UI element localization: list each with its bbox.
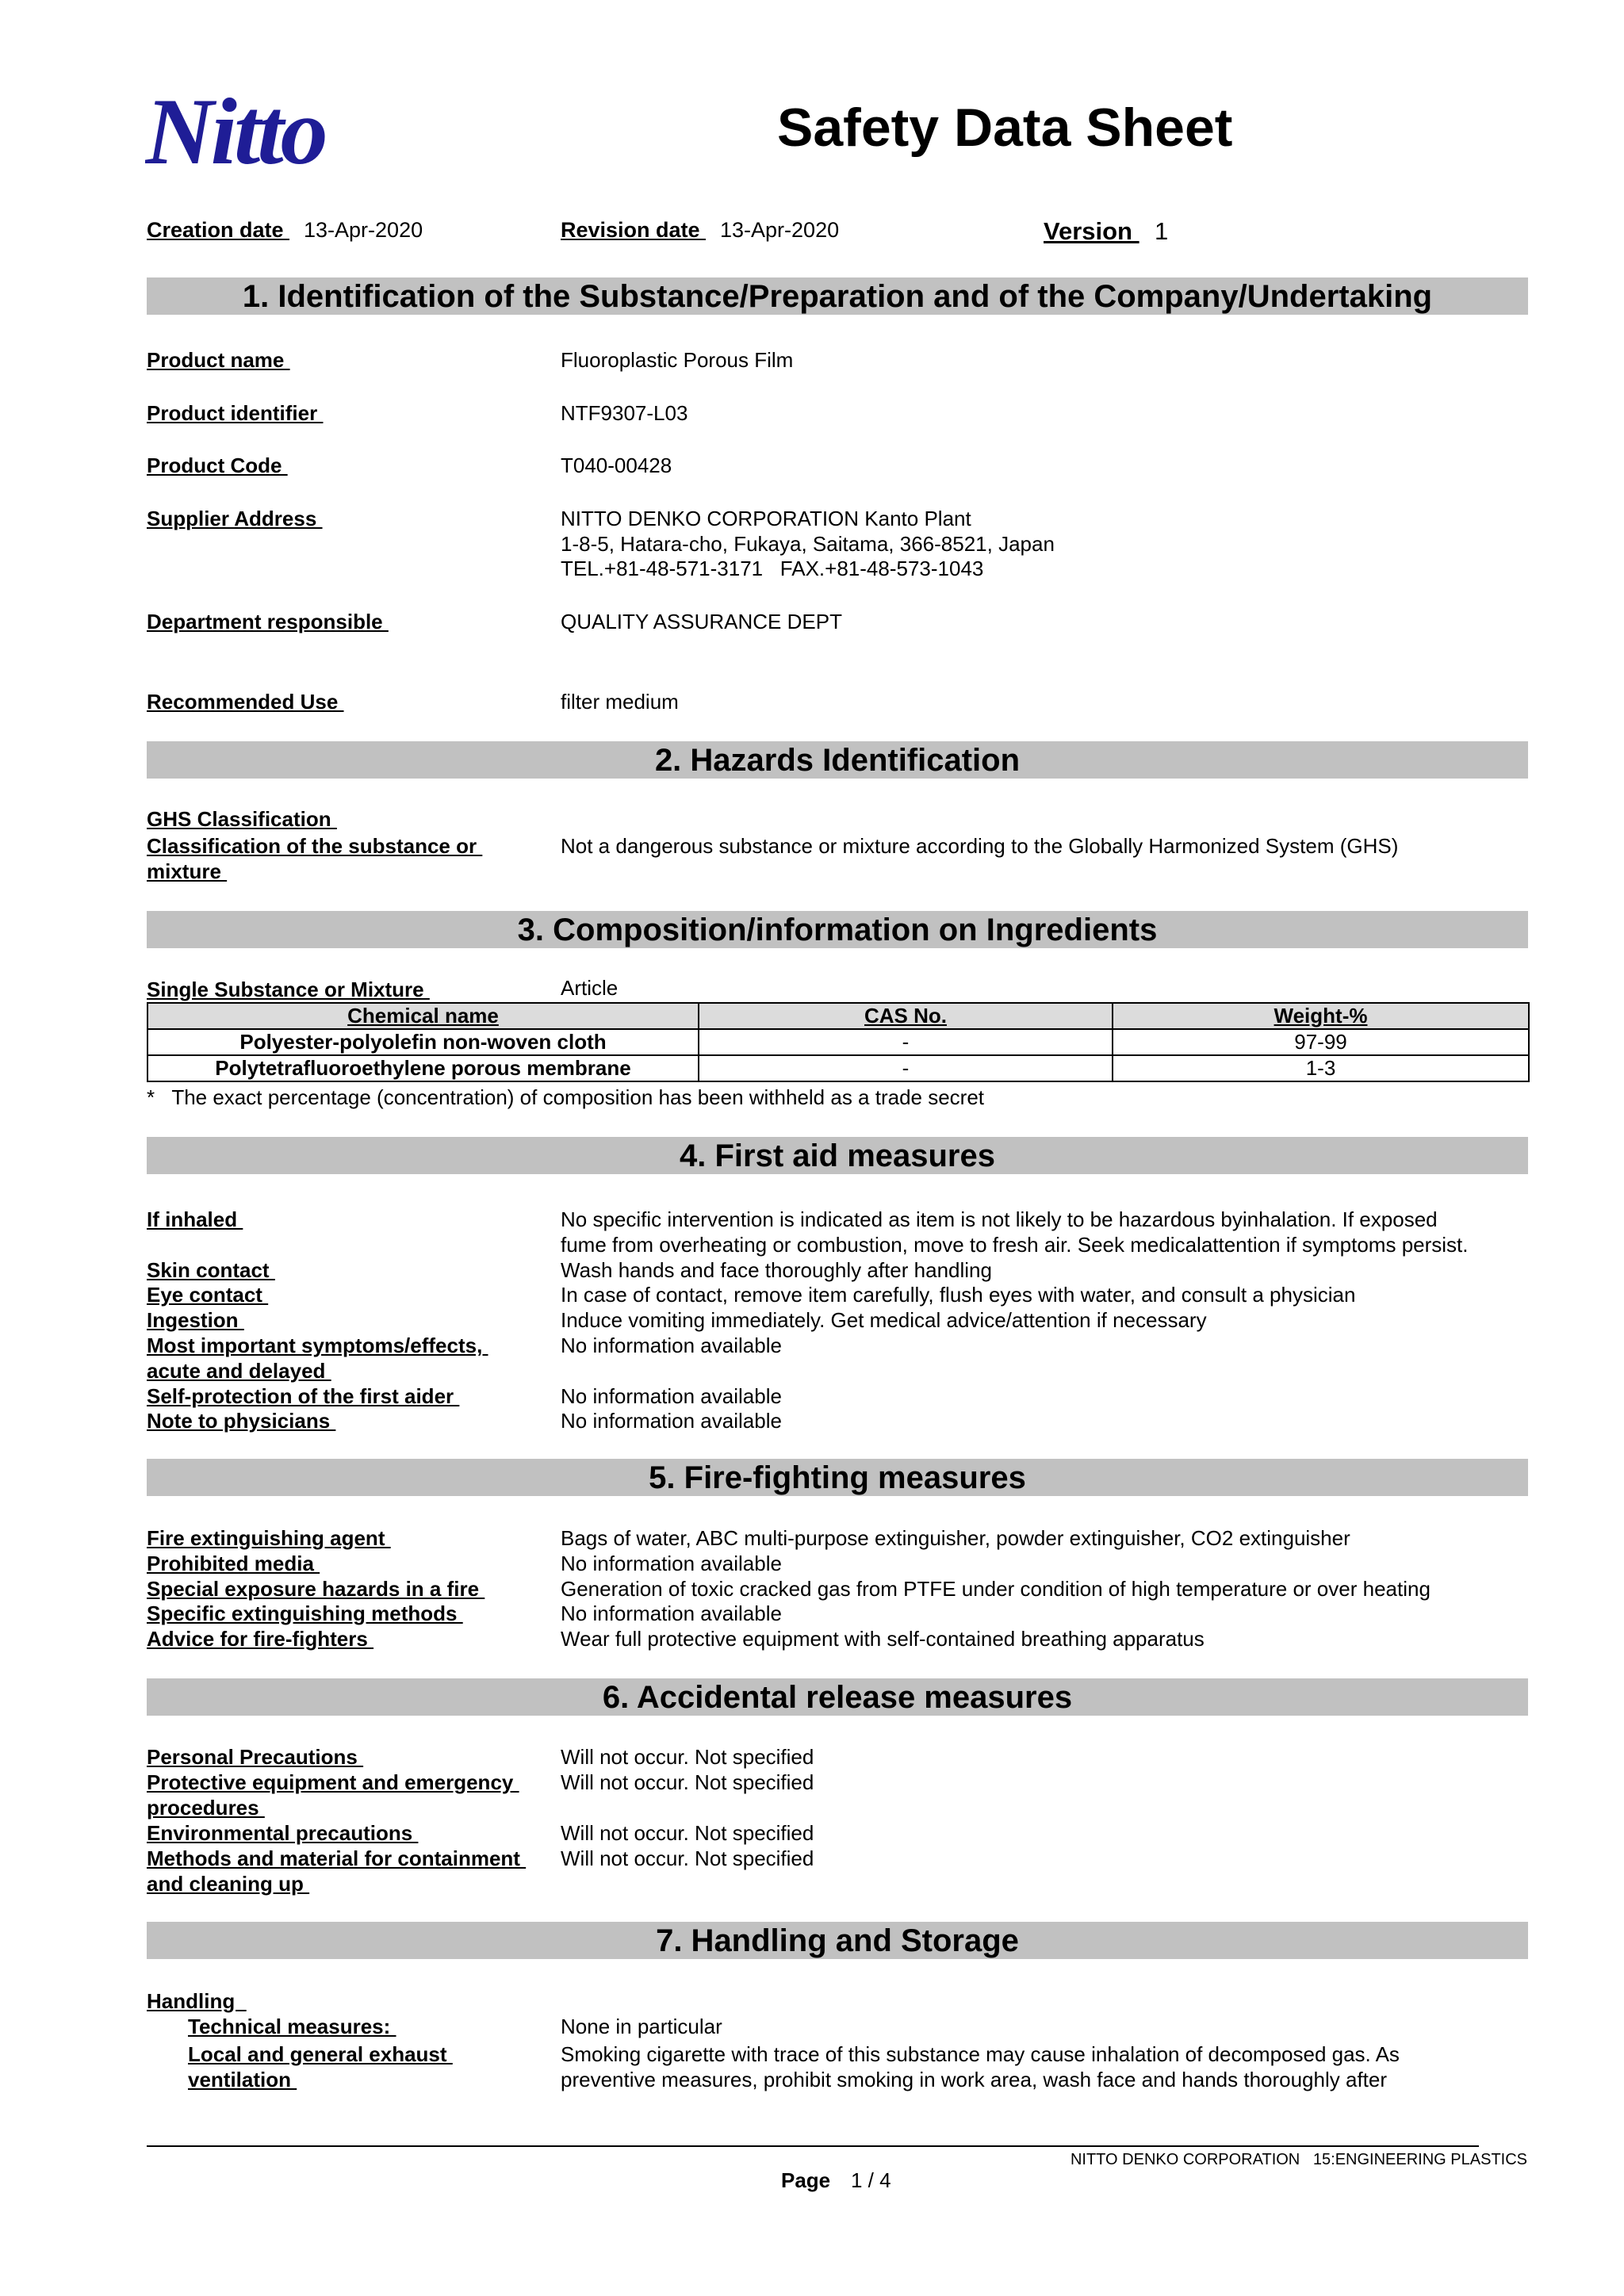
note-to-physicians-label: Note to physicians (147, 1409, 336, 1433)
footer-divider (147, 2145, 1479, 2147)
page-label: Page (781, 2168, 831, 2192)
chemical-name-cell: Polyester-polyolefin non-woven cloth (147, 1029, 699, 1055)
section-5-heading: 5. Fire-fighting measures (147, 1459, 1528, 1496)
recommended-use-value: filter medium (561, 690, 679, 714)
exhaust-ventilation-line-2: preventive measures, prohibit smoking in work area, wash face and hands thoroughly after (561, 2068, 1388, 2091)
section-1-heading: 1. Identification of the Substance/Preparation and of the Company/Undertaking (147, 277, 1528, 315)
weight-percent-header: Weight-% (1113, 1003, 1529, 1029)
fire-fighter-advice-value: Wear full protective equipment with self-contained breathing apparatus (561, 1627, 1205, 1651)
section-7-heading: 7. Handling and Storage (147, 1922, 1528, 1959)
classification-value: Not a dangerous substance or mixture according to the Globally Harmonized System (GHS) (561, 834, 1399, 858)
cas-no-cell: - (699, 1055, 1113, 1081)
fire-fighter-advice-label: Advice for fire-fighters (147, 1627, 374, 1651)
product-identifier-value: NTF9307-L03 (561, 401, 688, 425)
symptoms-label-line-2: acute and delayed (147, 1359, 331, 1383)
ingestion-label: Ingestion (147, 1308, 244, 1332)
containment-label-line-2: and cleaning up (147, 1872, 310, 1896)
ghs-classification-label: GHS Classification (147, 807, 337, 831)
protective-equipment-label-line-1: Protective equipment and emergency (147, 1770, 519, 1794)
environmental-precautions-value: Will not occur. Not specified (561, 1821, 814, 1845)
exhaust-ventilation-label-line-1: Local and general exhaust (188, 2042, 453, 2066)
classification-label-line-2: mixture (147, 859, 228, 883)
protective-equipment-label-line-2: procedures (147, 1796, 265, 1820)
special-hazards-label: Special exposure hazards in a fire (147, 1577, 485, 1601)
cas-no-header: CAS No. (699, 1003, 1113, 1029)
revision-date-label: Revision date (561, 218, 707, 242)
cas-no-cell: - (699, 1029, 1113, 1055)
extinguishing-agent-value: Bags of water, ABC multi-purpose extinguisher, powder extinguisher, CO2 extinguisher (561, 1526, 1350, 1550)
eye-contact-label: Eye contact (147, 1283, 269, 1307)
department-value: QUALITY ASSURANCE DEPT (561, 610, 842, 633)
department-label: Department responsible (147, 610, 389, 633)
product-code-value: T040-00428 (561, 453, 672, 477)
technical-measures-value: None in particular (561, 2015, 722, 2038)
logo-text: Nitto (145, 86, 325, 181)
section-6-heading: 6. Accidental release measures (147, 1678, 1528, 1716)
self-protection-value: No information available (561, 1384, 782, 1408)
supplier-address-line-3: TEL.+81-48-571-3171 FAX.+81-48-573-1043 (561, 557, 984, 580)
creation-date-label: Creation date (147, 218, 290, 242)
single-substance-label: Single Substance or Mixture (147, 978, 430, 1001)
containment-value: Will not occur. Not specified (561, 1846, 814, 1870)
if-inhaled-label: If inhaled (147, 1207, 243, 1231)
product-code-label: Product Code (147, 453, 288, 477)
if-inhaled-line-1: No specific intervention is indicated as item is not likely to be hazardous byinhalation. If exposed (561, 1207, 1438, 1231)
nitto-logo (145, 86, 486, 181)
section-4-heading: 4. First aid measures (147, 1137, 1528, 1174)
prohibited-media-value: No information available (561, 1552, 782, 1575)
extinguishing-methods-label: Specific extinguishing methods (147, 1601, 463, 1625)
classification-label-line-1: Classification of the substance or (147, 834, 483, 858)
symptoms-label-line-1: Most important symptoms/effects, (147, 1334, 488, 1357)
special-hazards-value: Generation of toxic cracked gas from PTFE under condition of high temperature or over heating (561, 1577, 1431, 1601)
product-identifier-label: Product identifier (147, 401, 324, 425)
table-row (147, 1029, 1529, 1055)
supplier-address-label: Supplier Address (147, 507, 323, 530)
exhaust-ventilation-line-1: Smoking cigarette with trace of this substance may cause inhalation of decomposed gas. As (561, 2042, 1400, 2066)
environmental-precautions-label: Environmental precautions (147, 1821, 419, 1845)
supplier-address-line-2: 1-8-5, Hatara-cho, Fukaya, Saitama, 366-8521, Japan (561, 532, 1055, 556)
prohibited-media-label: Prohibited media (147, 1552, 320, 1575)
creation-date-value: 13-Apr-2020 (304, 218, 423, 242)
table-row (147, 1055, 1529, 1081)
revision-date-value: 13-Apr-2020 (720, 218, 840, 242)
symptoms-value: No information available (561, 1334, 782, 1357)
single-substance-value: Article (561, 976, 619, 1000)
weight-percent-cell: 97-99 (1113, 1029, 1529, 1055)
self-protection-label: Self-protection of the first aider (147, 1384, 460, 1408)
handling-label: Handling (147, 1989, 247, 2013)
product-name-label: Product name (147, 348, 290, 372)
containment-label-line-1: Methods and material for containment (147, 1846, 527, 1870)
table-header-row (147, 1003, 1529, 1029)
extinguishing-agent-label: Fire extinguishing agent (147, 1526, 391, 1550)
weight-percent-cell: 1-3 (1113, 1055, 1529, 1081)
note-to-physicians-value: No information available (561, 1409, 782, 1433)
skin-contact-label: Skin contact (147, 1258, 275, 1282)
personal-precautions-label: Personal Precautions (147, 1745, 364, 1769)
extinguishing-methods-value: No information available (561, 1601, 782, 1625)
personal-precautions-value: Will not occur. Not specified (561, 1745, 814, 1769)
technical-measures-label: Technical measures: (188, 2015, 396, 2038)
exhaust-ventilation-label-line-2: ventilation (188, 2068, 297, 2091)
footer-company: NITTO DENKO CORPORATION 15:ENGINEERING PLASTICS (1070, 2151, 1527, 2168)
eye-contact-value: In case of contact, remove item carefully, flush eyes with water, and consult a physician (561, 1283, 1356, 1307)
supplier-address-line-1: NITTO DENKO CORPORATION Kanto Plant (561, 507, 971, 530)
chemical-name-header: Chemical name (147, 1003, 699, 1029)
protective-equipment-value: Will not occur. Not specified (561, 1770, 814, 1794)
skin-contact-value: Wash hands and face thoroughly after handling (561, 1258, 992, 1282)
section-3-heading: 3. Composition/information on Ingredients (147, 911, 1528, 948)
composition-footnote: * The exact percentage (concentration) of composition has been withheld as a trade secret (147, 1085, 985, 1109)
section-2-heading: 2. Hazards Identification (147, 741, 1528, 779)
if-inhaled-line-2: fume from overheating or combustion, move to fresh air. Seek medicalattention if symptoms persist. (561, 1233, 1469, 1257)
ingestion-value: Induce vomiting immediately. Get medical advice/attention if necessary (561, 1308, 1207, 1332)
recommended-use-label: Recommended Use (147, 690, 344, 714)
product-name-value: Fluoroplastic Porous Film (561, 348, 794, 372)
composition-table (147, 1002, 1530, 1082)
document-title: Safety Data Sheet (777, 98, 1233, 158)
version-value: 1 (1155, 217, 1169, 245)
version-label: Version (1044, 217, 1139, 245)
chemical-name-cell: Polytetrafluoroethylene porous membrane (147, 1055, 699, 1081)
page-number: 1 / 4 (851, 2168, 891, 2192)
